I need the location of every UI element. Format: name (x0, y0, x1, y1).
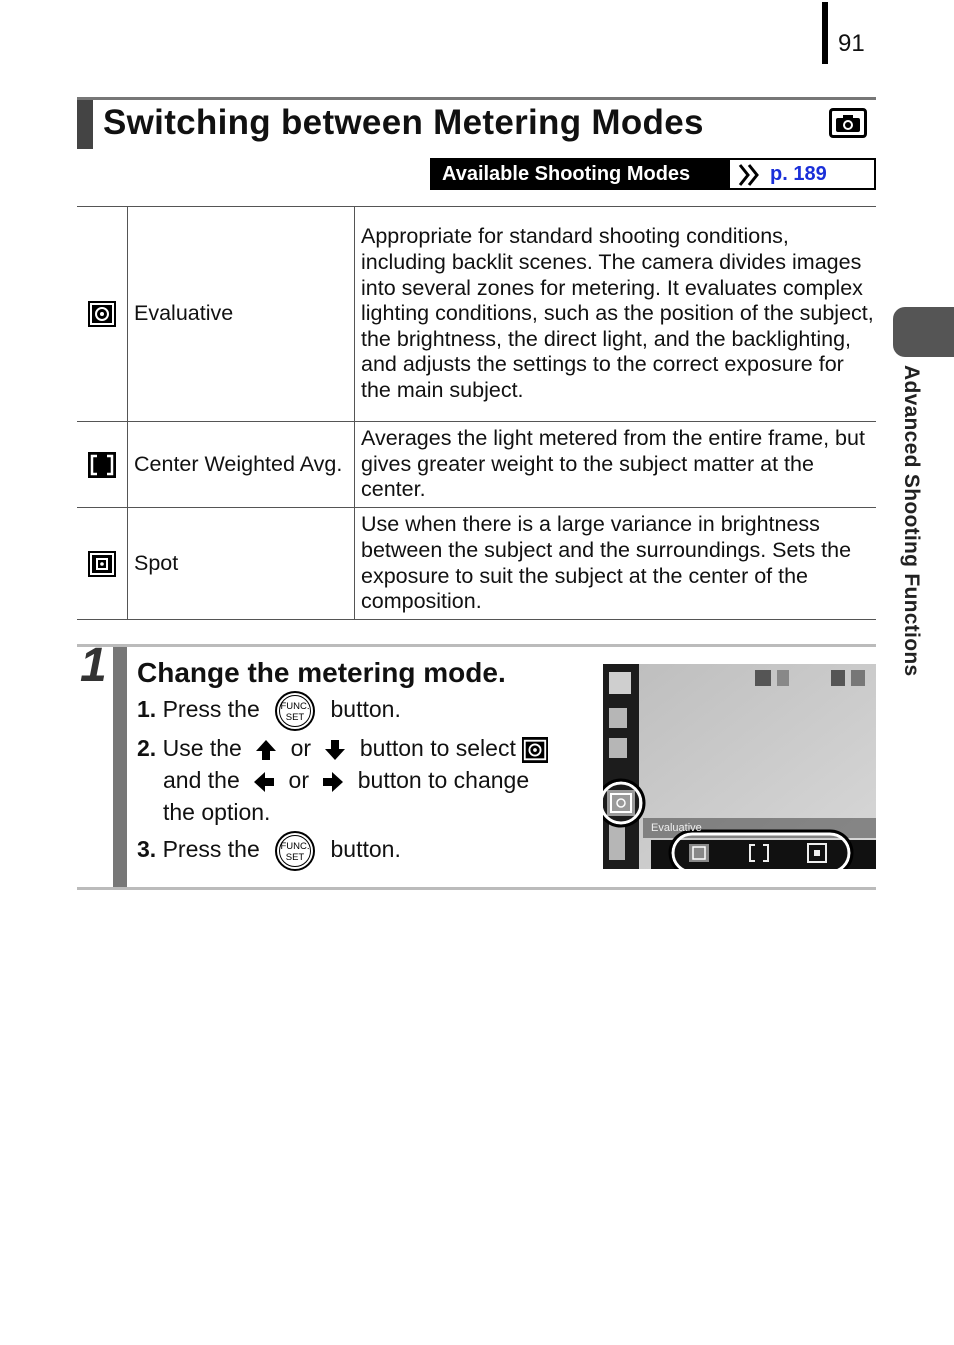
page-number-bar (822, 2, 828, 64)
func-set-button-icon (274, 690, 316, 732)
instruction-text: button to select (359, 735, 516, 761)
page-reference-link[interactable]: p. 189 (770, 163, 827, 185)
instruction-text: the option. (163, 799, 271, 825)
instruction-text: button. (330, 696, 401, 723)
instruction-text: Press the (162, 836, 260, 863)
instruction-number: 2. (137, 735, 157, 761)
set-label: SET (285, 852, 305, 863)
instruction-text: button. (330, 836, 401, 863)
instruction-text: and the (163, 767, 240, 793)
table-row (77, 207, 876, 422)
lcd-caption: Evaluative (651, 822, 702, 834)
step-top-rule (77, 644, 876, 647)
chapter-tab-label: Advanced Shooting Functions (900, 365, 923, 677)
instruction-3 (137, 830, 401, 872)
chapter-tab (893, 307, 954, 357)
instruction-text: Press the (162, 696, 260, 723)
down-arrow-icon (323, 738, 347, 762)
step-heading: Change the metering mode. (137, 657, 506, 688)
mode-name: Evaluative (128, 207, 355, 422)
evaluative-metering-icon (88, 301, 116, 327)
mode-description: Averages the light metered from the entire frame, but gives greater weight to the subject matter at the center. (355, 422, 877, 508)
camera-lcd-screenshot (603, 664, 876, 869)
instruction-text: or (290, 735, 312, 761)
title-marker (77, 100, 93, 149)
spot-metering-icon (88, 551, 116, 577)
center-weighted-metering-icon (88, 452, 116, 478)
lcd-graphic (603, 664, 876, 869)
up-arrow-icon (254, 738, 278, 762)
step-bottom-rule (77, 887, 876, 890)
table-row (77, 422, 876, 508)
evaluative-metering-icon (522, 737, 548, 763)
instruction-number: 3. (137, 836, 157, 863)
right-arrow-icon (321, 770, 345, 794)
instruction-text: button to change (357, 767, 530, 793)
double-chevron-icon (737, 163, 763, 187)
title-rule (77, 97, 876, 100)
instruction-text: Use the (162, 735, 242, 761)
step-side-bar (113, 647, 127, 887)
page-title: Switching between Metering Modes (103, 103, 704, 142)
camera-icon (829, 108, 867, 138)
available-shooting-modes (430, 158, 876, 190)
func-label: FUNC. (280, 841, 310, 852)
table-row (77, 508, 876, 620)
instruction-text: or (288, 767, 309, 793)
instruction-1 (137, 690, 401, 732)
instruction-2-line-2 (163, 767, 529, 794)
mode-description: Use when there is a large variance in brightness between the subject and the surroundings. Sets the exposure to suit the subject at the center of the composition. (355, 508, 877, 620)
available-modes-label: Available Shooting Modes (432, 160, 730, 188)
instruction-number: 1. (137, 696, 157, 723)
left-arrow-icon (252, 770, 276, 794)
set-label: SET (285, 712, 305, 723)
step-number: 1 (80, 639, 107, 692)
mode-description: Appropriate for standard shooting conditions, including backlit scenes. The camera divides images into several zones for metering. It evaluates complex lighting conditions, such as the position of the subject, the brightness, the direct light, and the backlighting, and adjusts the settings to the correct exposure for the main subject. (355, 207, 877, 422)
mode-name: Center Weighted Avg. (128, 422, 355, 508)
mode-name: Spot (128, 508, 355, 620)
func-label: FUNC. (280, 701, 310, 712)
metering-modes-table (77, 206, 876, 620)
instruction-2 (137, 735, 548, 763)
func-set-button-icon (274, 830, 316, 872)
page-number: 91 (838, 30, 865, 57)
